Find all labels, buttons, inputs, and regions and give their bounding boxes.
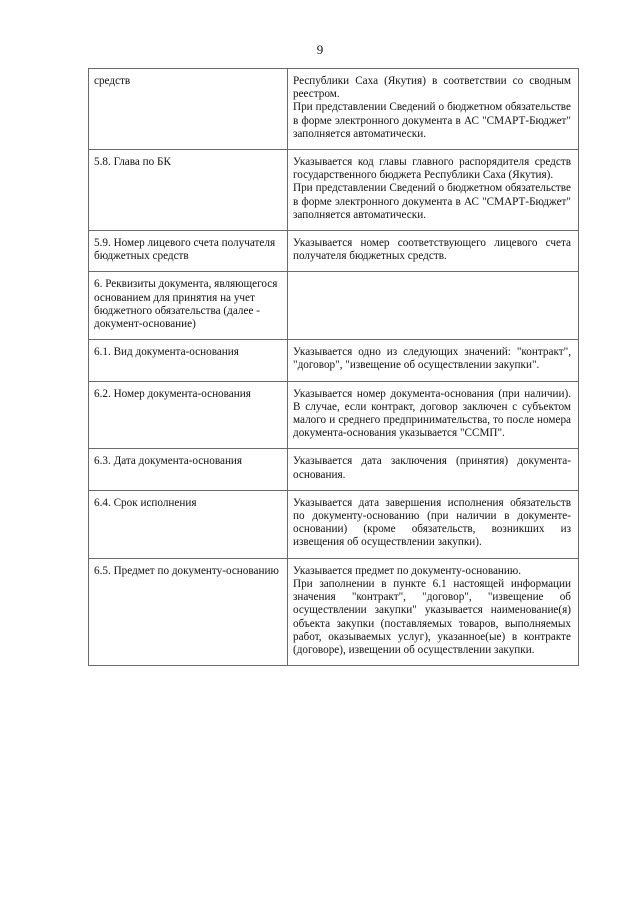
- description-paragraph: Указывается дата заключения (принятия) документа-основания.: [293, 455, 571, 481]
- description-paragraph: Указывается дата завершения исполнения обязательств по документу-основанию (при наличии в документе-основании) (кроме обязательств, возникших из извещения об осуществлении закупки).: [293, 496, 571, 549]
- description-paragraph: При заполнении в пункте 6.1 настоящей информации значения "контракт", "договор", "извещение об осуществлении закупки" указывается наименование(я) объекта закупки (поставляемых товаров, выполняемых работ, оказываемых услуг), указанное(ые) в контракте (договоре), извещении об осуществлении закупки.: [293, 577, 571, 656]
- field-name-cell: 6.2. Номер документа-основания: [89, 381, 288, 449]
- field-name-cell: 6.3. Дата документа-основания: [89, 449, 288, 490]
- field-description-cell: [288, 381, 579, 449]
- section-heading-cell: 6. Реквизиты документа, являющегося основанием для принятия на учет бюджетного обязательства (далее - документ-основание): [89, 272, 288, 340]
- table-row: [89, 449, 579, 490]
- field-name-cell: 6.5. Предмет по документу-основанию: [89, 558, 288, 665]
- field-description-cell: [288, 558, 579, 665]
- field-description-cell: [288, 449, 579, 490]
- field-name-cell: 5.9. Номер лицевого счета получателя бюджетных средств: [89, 231, 288, 272]
- field-name-cell: 6.4. Срок исполнения: [89, 490, 288, 558]
- field-description-cell: [288, 231, 579, 272]
- description-paragraph: Республики Саха (Якутия) в соответствии со сводным реестром.: [293, 75, 571, 101]
- field-name-cell: 5.8. Глава по БК: [89, 150, 288, 231]
- description-paragraph: При представлении Сведений о бюджетном обязательстве в форме электронного документа в АС "СМАРТ-Бюджет" заполняется автоматически.: [293, 101, 571, 140]
- field-name-cell: 6.1. Вид документа-основания: [89, 340, 288, 381]
- table-row: [89, 558, 579, 665]
- description-paragraph: Указывается одно из следующих значений: "контракт", "договор", "извещение об осуществлении закупки".: [293, 346, 571, 372]
- table-row: [89, 231, 579, 272]
- description-paragraph: Указывается номер документа-основания (при наличии). В случае, если контракт, договор заключен с субъектом малого и среднего предпринимательства, то после номера документа-основания указывается "СCМП".: [293, 387, 571, 440]
- table-row: [89, 272, 579, 340]
- requisites-table: [88, 68, 579, 666]
- table-row: [89, 381, 579, 449]
- table-row: [89, 340, 579, 381]
- table-row: [89, 150, 579, 231]
- table-row: [89, 69, 579, 150]
- field-description-cell: [288, 69, 579, 150]
- field-description-cell: [288, 490, 579, 558]
- description-paragraph: Указывается код главы главного распорядителя средств государственного бюджета Республики Саха (Якутия).: [293, 156, 571, 182]
- field-name-cell: средств: [89, 69, 288, 150]
- table-row: [89, 490, 579, 558]
- field-description-cell: [288, 340, 579, 381]
- field-description-cell: [288, 150, 579, 231]
- field-description-cell: [288, 272, 579, 340]
- page-number: 9: [316, 42, 324, 57]
- description-paragraph: При представлении Сведений о бюджетном обязательстве в форме электронного документа в АС "СМАРТ-Бюджет" заполняется автоматически.: [293, 182, 571, 221]
- description-paragraph: Указывается номер соответствующего лицевого счета получателя бюджетных средств.: [293, 237, 571, 263]
- description-paragraph: Указывается предмет по документу-основанию.: [293, 564, 522, 577]
